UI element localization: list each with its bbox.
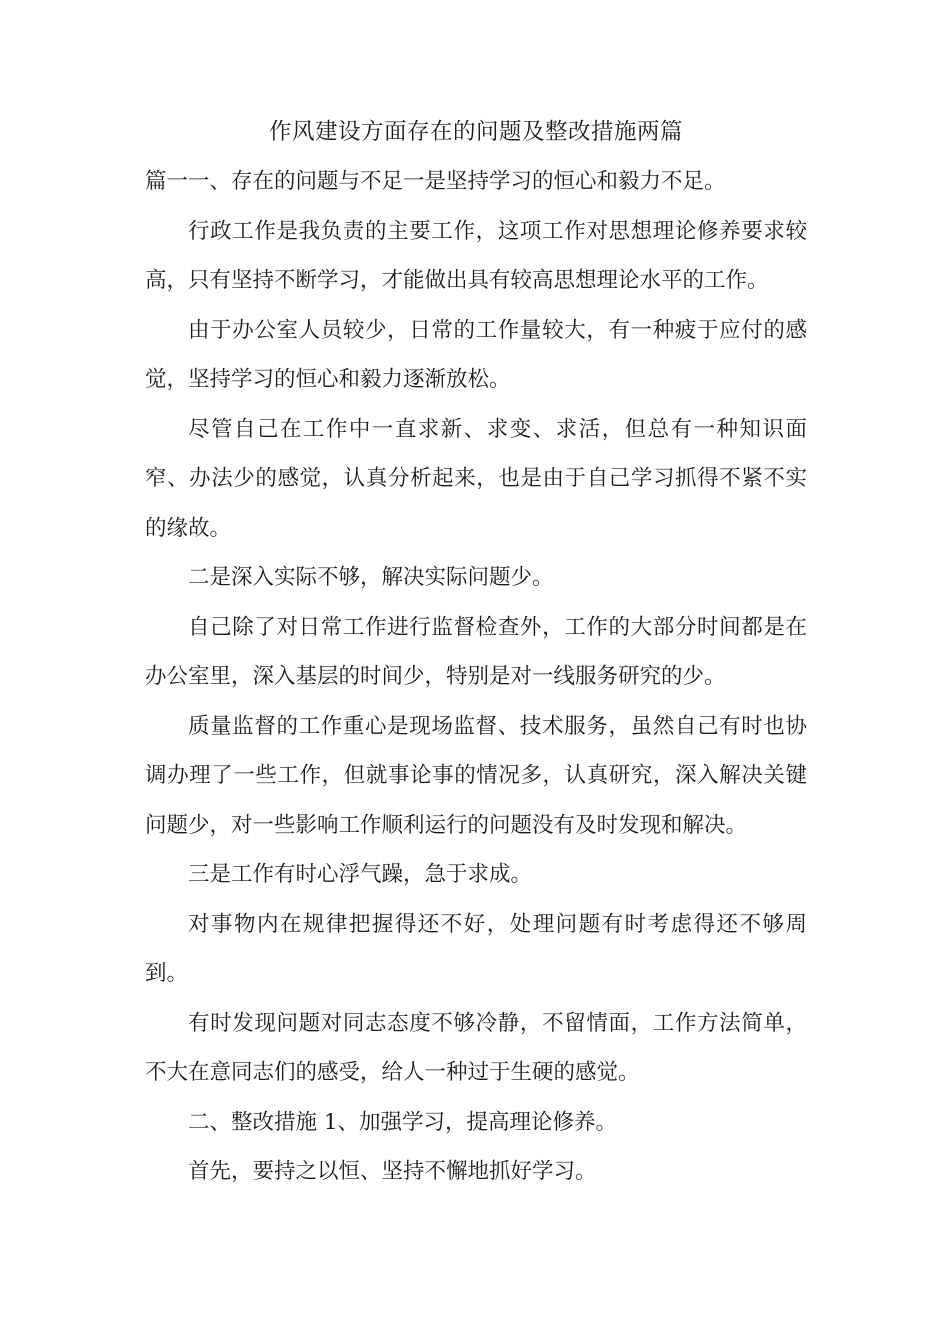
paragraph-1: 篇一一、存在的问题与不足一是坚持学习的恒心和毅力不足。 — [145, 169, 726, 194]
paragraph-12: 首先，要持之以恒、坚持不懈地抓好学习。 — [188, 1159, 597, 1184]
paragraph-9: 对事物内在规律把握得还不好，处理问题有时考虑得还不够周到。 — [145, 911, 807, 986]
paragraph-11: 二、整改措施 1、加强学习，提高理论修养。 — [188, 1109, 618, 1135]
paragraph-3: 由于办公室人员较少，日常的工作量较大，有一种疲于应付的感觉，坚持学习的恒心和毅力逐渐放松。 — [145, 317, 807, 392]
document-title: 作风建设方面存在的问题及整改措施两篇 — [268, 119, 683, 145]
paragraph-5: 二是深入实际不够，解决实际问题少。 — [188, 565, 554, 590]
paragraph-6: 自己除了对日常工作进行监督检查外，工作的大部分时间都是在办公室里，深入基层的时间少，特别是对一线服务研究的少。 — [145, 614, 807, 689]
paragraph-7: 质量监督的工作重心是现场监督、技术服务，虽然自己有时也协调办理了一些工作，但就事论事的情况多，认真研究，深入解决关键问题少，对一些影响工作顺利运行的问题没有及时发现和解决。 — [145, 713, 807, 838]
paragraph-8: 三是工作有时心浮气躁，急于求成。 — [188, 862, 533, 887]
paragraph-10: 有时发现问题对同志态度不够冷静，不留情面，工作方法简单，不大在意同志们的感受，给人一种过于生硬的感觉。 — [145, 1010, 807, 1085]
paragraph-4: 尽管自己在工作中一直求新、求变、求活，但总有一种知识面窄、办法少的感觉，认真分析起来，也是由于自己学习抓得不紧不实的缘故。 — [145, 416, 807, 541]
document-page — [145, 112, 807, 1197]
paragraph-2: 行政工作是我负责的主要工作，这项工作对思想理论修养要求较高，只有坚持不断学习，才能做出具有较高思想理论水平的工作。 — [145, 218, 807, 293]
